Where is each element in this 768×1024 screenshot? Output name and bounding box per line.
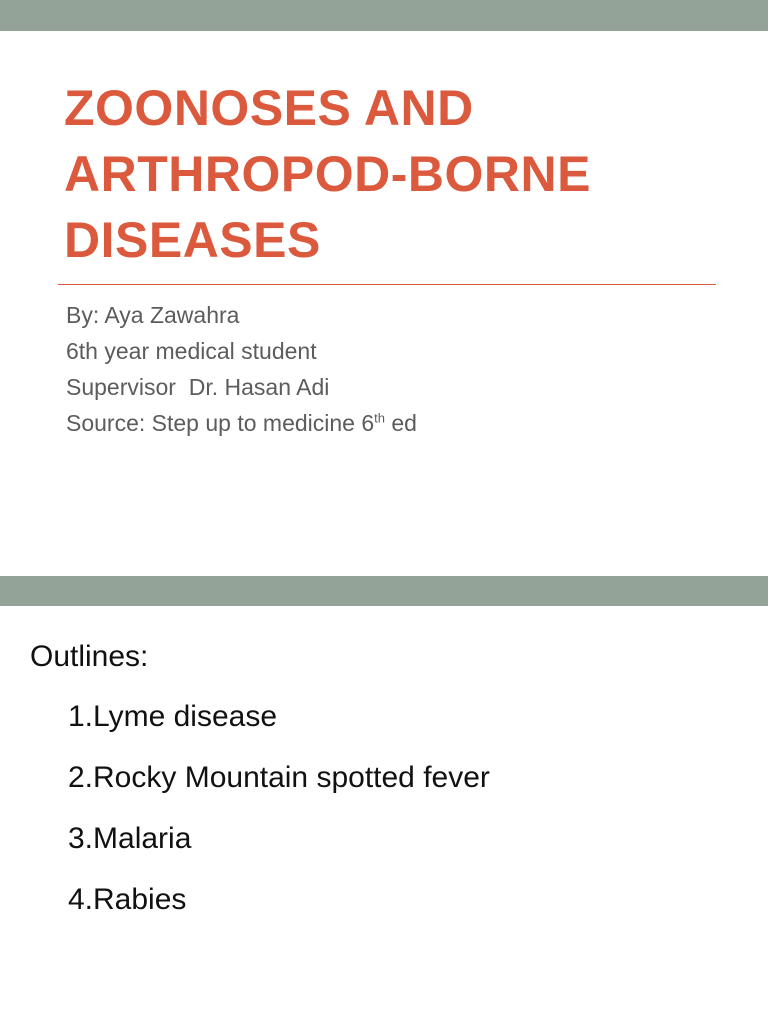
- source-suffix: ed: [384, 410, 417, 436]
- title-line: DISEASES: [64, 212, 321, 268]
- list-item: 1.Lyme disease: [68, 700, 278, 733]
- list-item: 2.Rocky Mountain spotted fever: [68, 761, 490, 794]
- slide-header-band: [0, 0, 768, 31]
- edition-superscript: th: [374, 410, 385, 426]
- outline-heading: Outlines:: [30, 640, 149, 673]
- slide-title: [64, 75, 744, 273]
- list-item: 4.Rabies: [68, 883, 187, 916]
- title-divider: [58, 284, 716, 285]
- source-line: [66, 408, 726, 444]
- outline-list: [68, 694, 490, 938]
- role-line: 6th year medical student: [66, 338, 317, 364]
- subtitle-block: [66, 300, 726, 444]
- author-line: By: Aya Zawahra: [66, 302, 240, 328]
- list-item: 3.Malaria: [68, 822, 192, 855]
- title-line: ARTHROPOD-BORNE: [64, 146, 591, 202]
- title-line: ZOONOSES AND: [64, 80, 474, 136]
- source-text: Source: Step up to medicine 6: [66, 410, 375, 436]
- supervisor-line: Supervisor Dr. Hasan Adi: [66, 374, 330, 400]
- slide-header-band: [0, 576, 768, 606]
